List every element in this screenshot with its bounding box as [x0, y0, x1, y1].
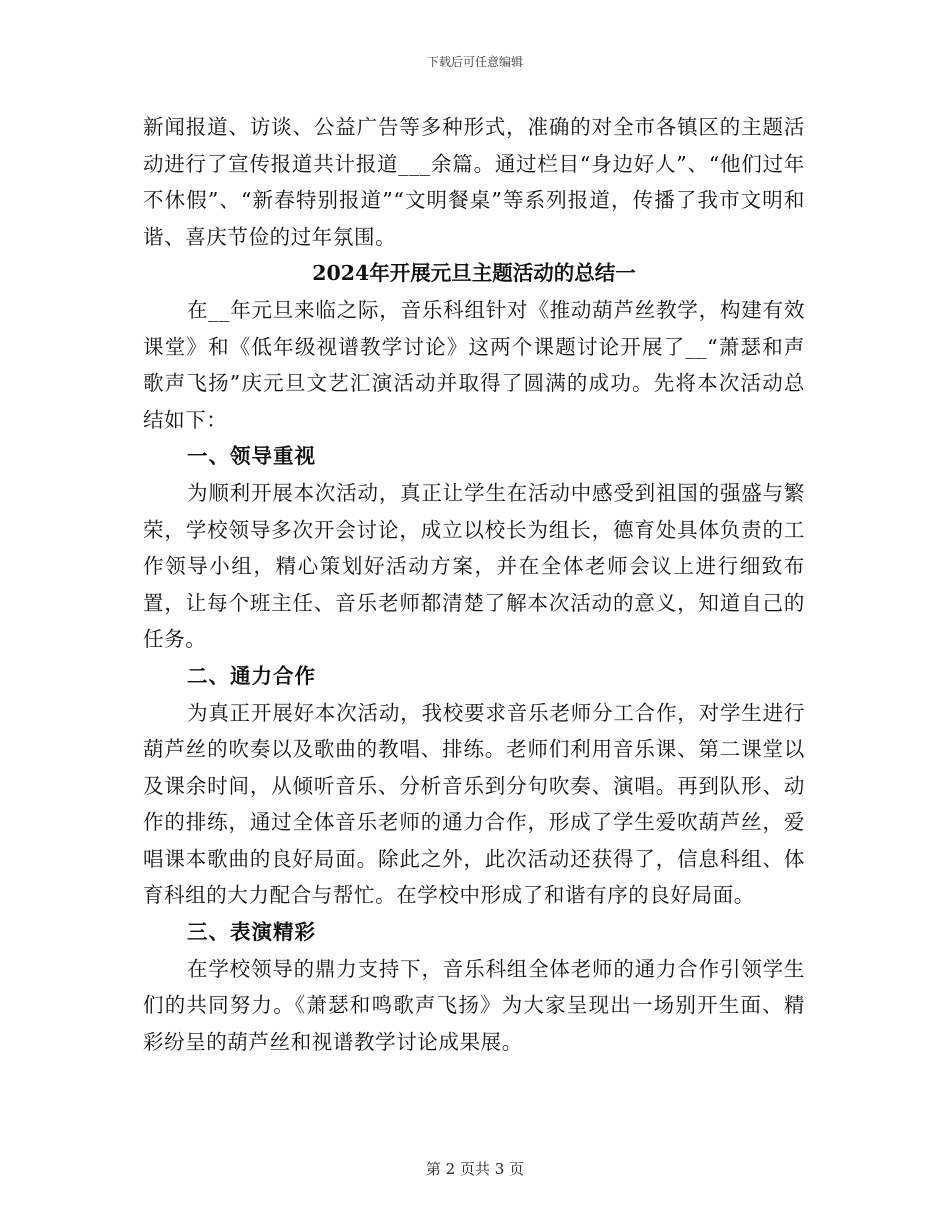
intro-paragraph: 新闻报道、访谈、公益广告等多种形式，准确的对全市各镇区的主题活动进行了宣传报道共计报道___余篇。通过栏目“身边好人”、“他们过年不休假”、“新春特别报道”“文明餐桌”等系列报道，传播了我市文明和谐、喜庆节俭的过年氛围。 [143, 115, 805, 249]
page-number: 第 2 页共 3 页 [425, 1160, 525, 1178]
opening-paragraph: 在__年元旦来临之际，音乐科组针对《推动葫芦丝教学，构建有效课堂》和《低年级视谱教学讨论》这两个课题讨论开展了__“萧瑟和声歌声飞扬”庆元旦文艺汇演活动并取得了圆满的成功。先将本次活动总结如下： [143, 297, 805, 432]
section-body-leadership: 为顺利开展本次活动，真正让学生在活动中感受到祖国的强盛与繁荣，学校领导多次开会讨论，成立以校长为组长，德育处具体负责的工作领导小组，精心策划好活动方案，并在全体老师会议上进行细致布置，让每个班主任、音乐老师都清楚了解本次活动的意义，知道自己的任务。 [143, 480, 805, 652]
document-title: 2024年开展元旦主题活动的总结一 [312, 261, 636, 286]
section-heading-performance: 三、表演精彩 [187, 920, 316, 945]
section-body-performance: 在学校领导的鼎力支持下，音乐科组全体老师的通力合作引领学生们的共同努力。《萧瑟和鸣歌声飞扬》为大家呈现出一场别开生面、精彩纷呈的葫芦丝和视谱教学讨论成果展。 [143, 956, 805, 1054]
page-header: 下载后可任意编辑 [426, 55, 523, 69]
section-heading-cooperation: 二、通力合作 [187, 663, 316, 688]
section-heading-leadership: 一、领导重视 [187, 444, 316, 469]
section-body-cooperation: 为真正开展好本次活动，我校要求音乐老师分工合作，对学生进行葫芦丝的吹奏以及歌曲的教唱、排练。老师们利用音乐课、第二课堂以及课余时间，从倾听音乐、分析音乐到分句吹奏、演唱。再到队形、动作的排练，通过全体音乐老师的通力合作，形成了学生爱吹葫芦丝，爱唱课本歌曲的良好局面。除此之外，此次活动还获得了，信息科组、体育科组的大力配合与帮忙。在学校中形成了和谐有序的良好局面。 [143, 700, 805, 908]
document-body [143, 109, 805, 1060]
